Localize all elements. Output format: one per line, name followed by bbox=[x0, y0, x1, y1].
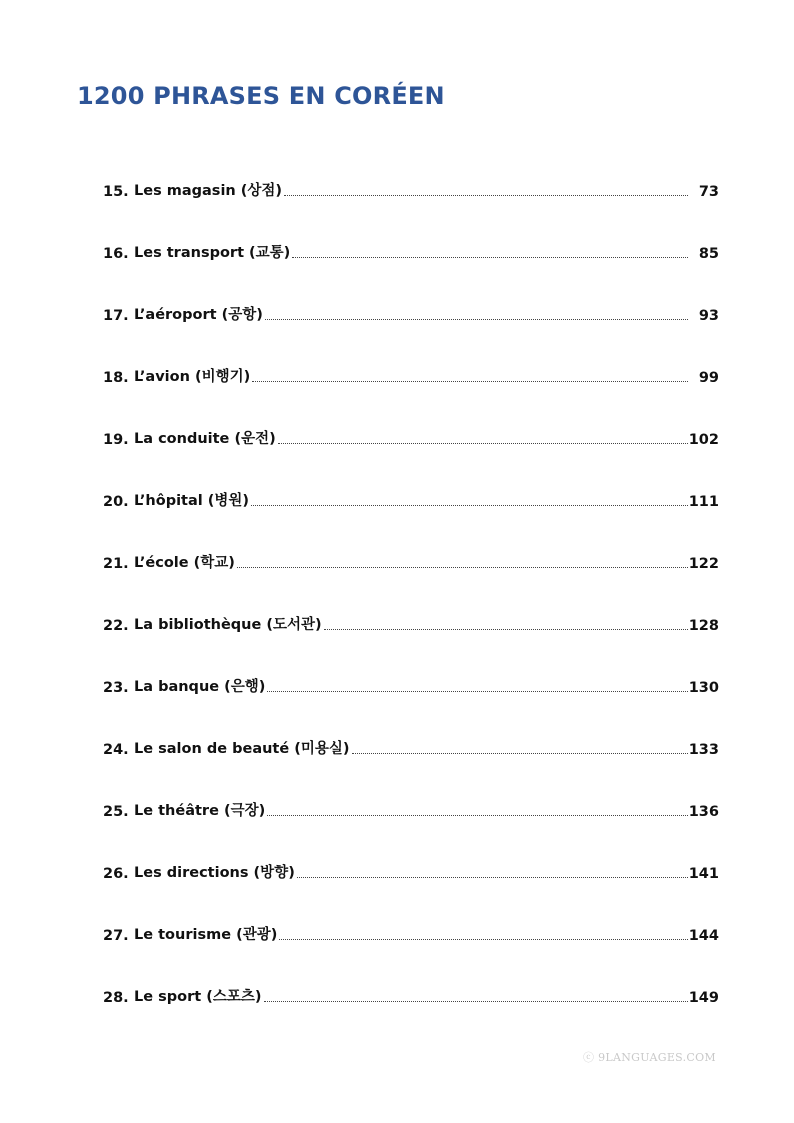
toc-entry-label: Le théâtre (극장) bbox=[134, 803, 266, 819]
dot-leader bbox=[267, 691, 687, 692]
toc-entry-label: L’école (학교) bbox=[134, 555, 235, 571]
toc-entry-number: 22. bbox=[103, 618, 129, 634]
toc-entry-page: 111 bbox=[688, 494, 719, 510]
toc-entry-number: 17. bbox=[103, 308, 129, 324]
toc-entry-page: 130 bbox=[688, 680, 719, 696]
toc-entry-page: 85 bbox=[698, 246, 719, 262]
toc-entry-page: 73 bbox=[698, 184, 719, 200]
toc-entry[interactable] bbox=[103, 528, 719, 590]
dot-leader bbox=[265, 319, 688, 320]
toc-entry[interactable] bbox=[103, 280, 719, 342]
toc-entry-page: 102 bbox=[688, 432, 719, 448]
toc-entry[interactable] bbox=[103, 900, 719, 962]
dot-leader bbox=[292, 257, 688, 258]
dot-leader bbox=[284, 195, 688, 196]
toc-entry-page: 136 bbox=[688, 804, 719, 820]
dot-leader bbox=[264, 1001, 688, 1002]
toc-entry-label: La conduite (운전) bbox=[134, 431, 276, 447]
toc-entry-number: 24. bbox=[103, 742, 129, 758]
toc-entry-label: Les directions (방향) bbox=[134, 865, 295, 881]
toc-entry-page: 128 bbox=[688, 618, 719, 634]
document-title: 1200 PHRASES EN CORÉEN bbox=[77, 82, 445, 110]
toc-entry-page: 133 bbox=[688, 742, 719, 758]
toc-entry-label: L’avion (비행기) bbox=[134, 369, 251, 385]
toc-entry[interactable] bbox=[103, 962, 719, 1024]
toc-entry-page: 93 bbox=[698, 308, 719, 324]
dot-leader bbox=[252, 381, 688, 382]
dot-leader bbox=[251, 505, 688, 506]
toc-entry-number: 26. bbox=[103, 866, 129, 882]
toc-entry-number: 20. bbox=[103, 494, 129, 510]
dot-leader bbox=[297, 877, 688, 878]
toc-entry-label: Les transport (교통) bbox=[134, 245, 291, 261]
dot-leader bbox=[278, 443, 688, 444]
toc-entry-page: 144 bbox=[688, 928, 719, 944]
toc-entry[interactable] bbox=[103, 218, 719, 280]
toc-entry-number: 15. bbox=[103, 184, 129, 200]
dot-leader bbox=[324, 629, 688, 630]
toc-entry-label: Le tourisme (관광) bbox=[134, 927, 278, 943]
toc-entry-label: L’hôpital (병원) bbox=[134, 493, 250, 509]
toc-entry-number: 18. bbox=[103, 370, 129, 386]
toc-entry-label: L’aéroport (공항) bbox=[134, 307, 263, 323]
toc-entry[interactable] bbox=[103, 342, 719, 404]
toc-entry-page: 149 bbox=[688, 990, 719, 1006]
toc-entry[interactable] bbox=[103, 156, 719, 218]
toc-entry-number: 16. bbox=[103, 246, 129, 262]
toc-entry-page: 122 bbox=[688, 556, 719, 572]
table-of-contents bbox=[103, 156, 719, 1024]
toc-entry[interactable] bbox=[103, 714, 719, 776]
dot-leader bbox=[237, 567, 688, 568]
dot-leader bbox=[279, 939, 687, 940]
toc-entry-number: 28. bbox=[103, 990, 129, 1006]
toc-entry-label: Les magasin (상점) bbox=[134, 183, 283, 199]
toc-entry-page: 141 bbox=[688, 866, 719, 882]
toc-entry-page: 99 bbox=[698, 370, 719, 386]
toc-entry-number: 27. bbox=[103, 928, 129, 944]
toc-entry-label: Le sport (스포츠) bbox=[134, 989, 262, 1005]
toc-entry-number: 19. bbox=[103, 432, 129, 448]
toc-entry-number: 21. bbox=[103, 556, 129, 572]
toc-entry-label: Le salon de beauté (미용실) bbox=[134, 741, 350, 757]
toc-entry[interactable] bbox=[103, 776, 719, 838]
toc-entry[interactable] bbox=[103, 590, 719, 652]
dot-leader bbox=[267, 815, 687, 816]
dot-leader bbox=[352, 753, 688, 754]
toc-entry[interactable] bbox=[103, 404, 719, 466]
toc-entry-label: La bibliothèque (도서관) bbox=[134, 617, 322, 633]
toc-entry[interactable] bbox=[103, 466, 719, 528]
toc-entry[interactable] bbox=[103, 838, 719, 900]
watermark: ⓒ 9LANGUAGES.COM bbox=[583, 1051, 716, 1064]
toc-entry-number: 23. bbox=[103, 680, 129, 696]
toc-entry[interactable] bbox=[103, 652, 719, 714]
toc-entry-label: La banque (은행) bbox=[134, 679, 266, 695]
toc-entry-number: 25. bbox=[103, 804, 129, 820]
